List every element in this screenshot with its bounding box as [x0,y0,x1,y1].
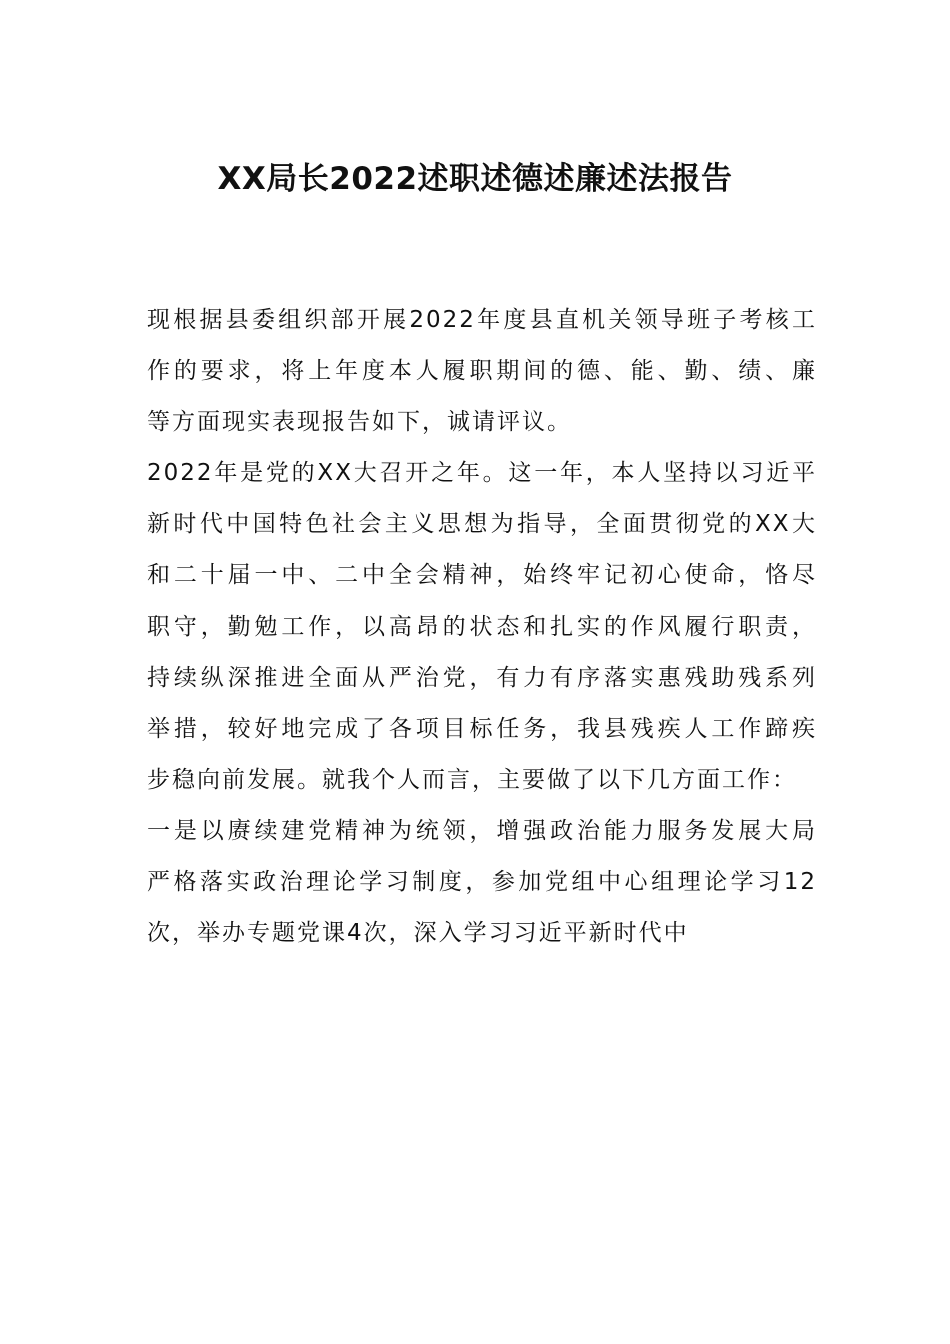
paragraph-2 [147,448,817,806]
document-title: XX局长2022述职述德述廉述法报告 [217,161,733,197]
paragraph-1 [147,295,817,448]
text-line: 等方面现实表现报告如下，诚请评议。 [147,409,572,436]
text-line: 新时代中国特色社会主义思想为指导，全面贯彻党的XX大 [147,511,817,538]
text-line: 职守，勤勉工作，以高昂的状态和扎实的作风履行职责， [147,613,817,640]
text-line: 和二十届一中、二中全会精神，始终牢记初心使命，恪尽 [147,562,817,589]
text-line: 举措，较好地完成了各项目标任务，我县残疾人工作蹄疾 [147,715,817,742]
paragraph-3 [147,806,817,959]
text-line: 严格落实政治理论学习制度，参加党组中心组理论学习12 [147,869,817,896]
document-body [147,295,817,959]
text-line: 2022年是党的XX大召开之年。这一年，本人坚持以习近平 [147,460,817,487]
text-line: 次，举办专题党课4次，深入学习习近平新时代中 [147,920,689,947]
text-line: 一是以赓续建党精神为统领，增强政治能力服务发展大局 [147,817,817,844]
text-line: 步稳向前发展。就我个人而言，主要做了以下几方面工作： [147,766,797,793]
text-line: 现根据县委组织部开展2022年度县直机关领导班子考核工 [147,307,817,333]
text-line: 作的要求，将上年度本人履职期间的德、能、勤、绩、廉 [147,358,817,385]
text-line: 持续纵深推进全面从严治党，有力有序落实惠残助残系列 [147,664,817,691]
